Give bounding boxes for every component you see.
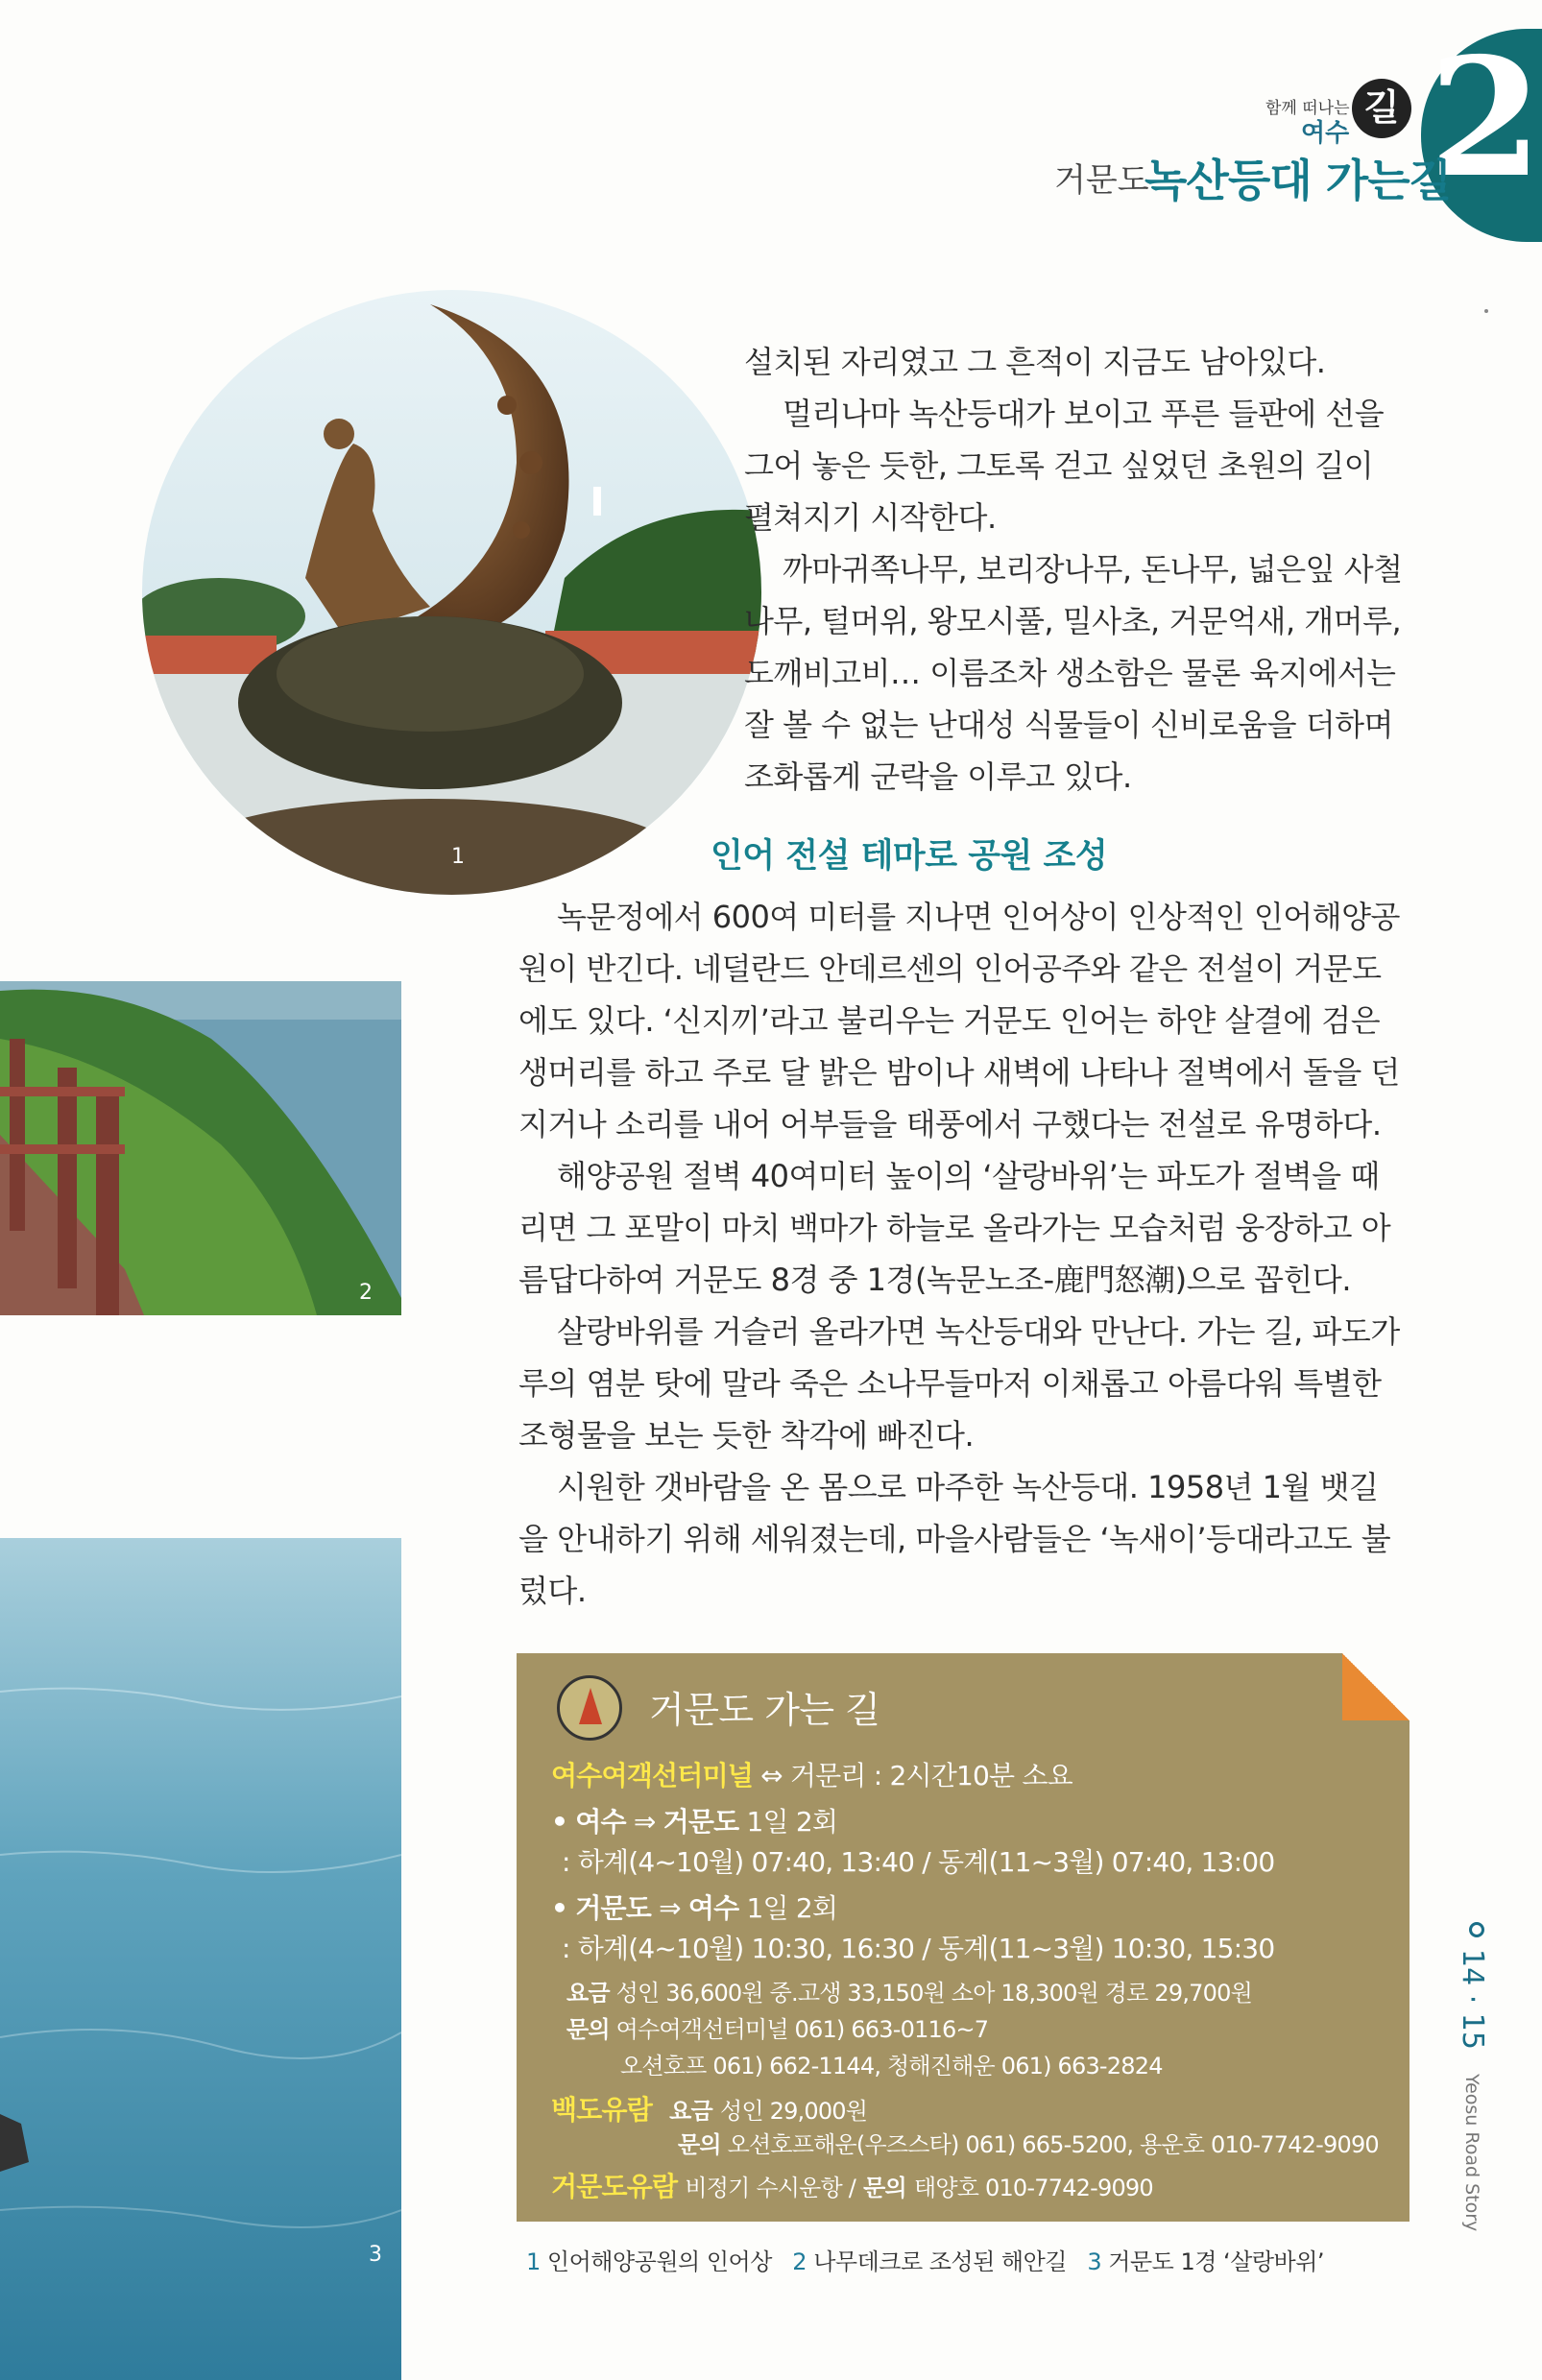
page-numbers: 14 · 15	[1456, 1949, 1489, 2050]
route-rest: 거문리 : 2시간10분 소요	[789, 1760, 1072, 1791]
baekdo-fare-text: 성인 29,000원	[720, 2098, 868, 2125]
series-place-label: 여수	[1301, 119, 1350, 148]
leg1-times: : 하계(4~10월) 07:40, 13:40 / 동계(11~3월) 07:40, 13:00	[562, 1846, 1275, 1878]
page-fold-corner	[1342, 1653, 1409, 1720]
caption-1-number: 1	[526, 2248, 541, 2275]
intro-text	[744, 336, 1407, 803]
page-marker-dot	[1469, 1922, 1484, 1937]
photo-captions	[526, 2243, 1324, 2276]
leg2-times: : 하계(4~10월) 10:30, 16:30 / 동계(11~3월) 10:30, 15:30	[562, 1933, 1275, 1964]
baekdo-contact-label: 문의	[678, 2131, 721, 2158]
compass-icon	[557, 1675, 622, 1741]
geomundo-contact-text: 태양호 010-7742-9090	[914, 2175, 1153, 2201]
section-heading: 인어 전설 테마로 공원 조성	[711, 837, 1108, 876]
photo-mermaid-statue	[142, 290, 761, 895]
contact-text: 여수여객선터미널 061) 663-0116~7	[615, 2016, 989, 2043]
main-paragraph-2: 해양공원 절벽 40여미터 높이의 ‘살랑바위’는 파도가 절벽을 때리면 그 포말이 마치 백마가 하늘로 올라가는 모습처럼 웅장하고 아름답다하여 거문도 8경 중 1경(녹문노조-鹿門怒潮)으로 꼽힌다.	[518, 1158, 1391, 1298]
main-paragraph-4: 시원한 갯바람을 온 몸으로 마주한 녹산등대. 1958년 1월 뱃길을 안내하기 위해 세워졌는데, 마을사람들은 ‘녹새이’등대라고도 불렀다.	[518, 1469, 1391, 1609]
decorative-dot	[1484, 309, 1488, 313]
caption-3-number: 3	[1087, 2248, 1102, 2275]
baekdo-contact-text: 오션호프해운(우즈스타) 061) 665-5200, 용운호 010-7742-9090	[727, 2131, 1379, 2158]
geomundo-cruise-text: 비정기 수시운항 /	[685, 2175, 855, 2201]
page-subtitle: 거문도	[1054, 161, 1149, 200]
baekdo-section	[551, 2089, 867, 2128]
geomundo-cruise-label: 거문도유람	[551, 2171, 678, 2202]
intro-paragraph-3: 까마귀쪽나무, 보리장나무, 돈나무, 넓은잎 사철나무, 털머위, 왕모시풀, 밀사초, 거문억새, 개머루, 도깨비고비… 이름조차 생소함은 물론 육지에서는 잘 볼 수 없는 난대성 식물들이 신비로움을 더하며 조화롭게 군락을 이루고 있다.	[744, 551, 1403, 795]
page-title: 녹산등대 가는길	[1144, 155, 1452, 206]
leg2-bullet: •	[551, 1892, 568, 1924]
caption-3-text: 거문도 1경 ‘살랑바위’	[1108, 2248, 1325, 2275]
contact-label: 문의	[566, 2016, 610, 2043]
photo-number-3: 3	[369, 2243, 382, 2267]
photo-sea	[0, 1538, 401, 2380]
fare-label: 요금	[566, 1980, 610, 2007]
photo-coastal-boardwalk	[0, 981, 401, 1315]
page-series-label: Yeosu Road Story	[1461, 2074, 1482, 2232]
route-summary	[551, 1755, 1072, 1793]
geomundo-contact-label: 문의	[863, 2175, 906, 2201]
mermaid-statue-illustration	[142, 290, 761, 895]
leg1-arrow: ⇒	[633, 1806, 656, 1838]
main-paragraph-3: 살랑바위를 거슬러 올라가면 녹산등대와 만난다. 가는 길, 파도가 루의 염분 탓에 말라 죽은 소나무들마저 이채롭고 아름다워 특별한 조형물을 보는 듯한 착각에 빠진다.	[518, 1313, 1400, 1454]
coastal-boardwalk-illustration	[0, 981, 401, 1315]
baekdo-label: 백도유람	[551, 2094, 652, 2126]
series-small-label: 함께 떠나는	[1265, 99, 1350, 118]
leg1-header	[551, 1801, 837, 1839]
main-text	[518, 891, 1407, 1617]
intro-paragraph-2: 멀리나마 녹산등대가 보이고 푸른 들판에 선을 그어 놓은 듯한, 그토록 걷고 싶었던 초원의 길이 펼쳐지기 시작한다.	[744, 396, 1385, 536]
baekdo-contact	[678, 2126, 1379, 2159]
sea-illustration	[0, 1538, 401, 2380]
leg1-from: 여수	[575, 1806, 626, 1838]
baekdo-fare-label: 요금	[669, 2098, 712, 2125]
contact-line-2: 오션호프 061) 662-1144, 청해진해운 061) 663-2824	[620, 2053, 1163, 2079]
fare-line	[566, 1974, 1252, 2007]
leg2-from: 거문도	[575, 1892, 651, 1924]
contact-line	[566, 2010, 988, 2044]
leg1-to: 거문도	[663, 1806, 739, 1838]
caption-1-text: 인어해양공원의 인어상	[546, 2248, 772, 2275]
photo-number-2: 2	[359, 1281, 373, 1305]
route-origin: 여수여객선터미널	[551, 1760, 753, 1791]
photo-number-1: 1	[451, 845, 465, 869]
geomundo-cruise-section	[551, 2166, 1153, 2204]
leg2-to: 여수	[687, 1892, 739, 1924]
leg1-frequency: 1일 2회	[746, 1806, 838, 1838]
chapter-number: 2	[1429, 22, 1542, 214]
info-box-title: 거문도 가는 길	[649, 1689, 880, 1731]
fare-text: 성인 36,600원 중.고생 33,150원 소아 18,300원 경로 29,700원	[615, 1980, 1252, 2007]
intro-paragraph-1: 설치된 자리였고 그 흔적이 지금도 남아있다.	[744, 344, 1326, 380]
route-arrow: ⇔	[760, 1760, 783, 1791]
leg2-header	[551, 1887, 837, 1926]
leg2-arrow: ⇒	[659, 1892, 681, 1924]
leg1-bullet: •	[551, 1806, 568, 1838]
main-paragraph-1: 녹문정에서 600여 미터를 지나면 인어상이 인상적인 인어해양공원이 반긴다. 네덜란드 안데르센의 인어공주와 같은 전설이 거문도에도 있다. ‘신지끼’라고 불리우는 거문도 인어는 하얀 살결에 검은 생머리를 하고 주로 달 밝은 밤이나 새벽에 나타나 절벽에서 돌을 던지거나 소리를 내어 어부들을 태풍에서 구했다는 전설로 유명하다.	[518, 899, 1400, 1142]
series-glyph-logo: 길	[1352, 79, 1411, 138]
caption-2-text: 나무데크로 조성된 해안길	[813, 2248, 1067, 2275]
caption-2-number: 2	[792, 2248, 807, 2275]
leg2-frequency: 1일 2회	[746, 1892, 838, 1924]
